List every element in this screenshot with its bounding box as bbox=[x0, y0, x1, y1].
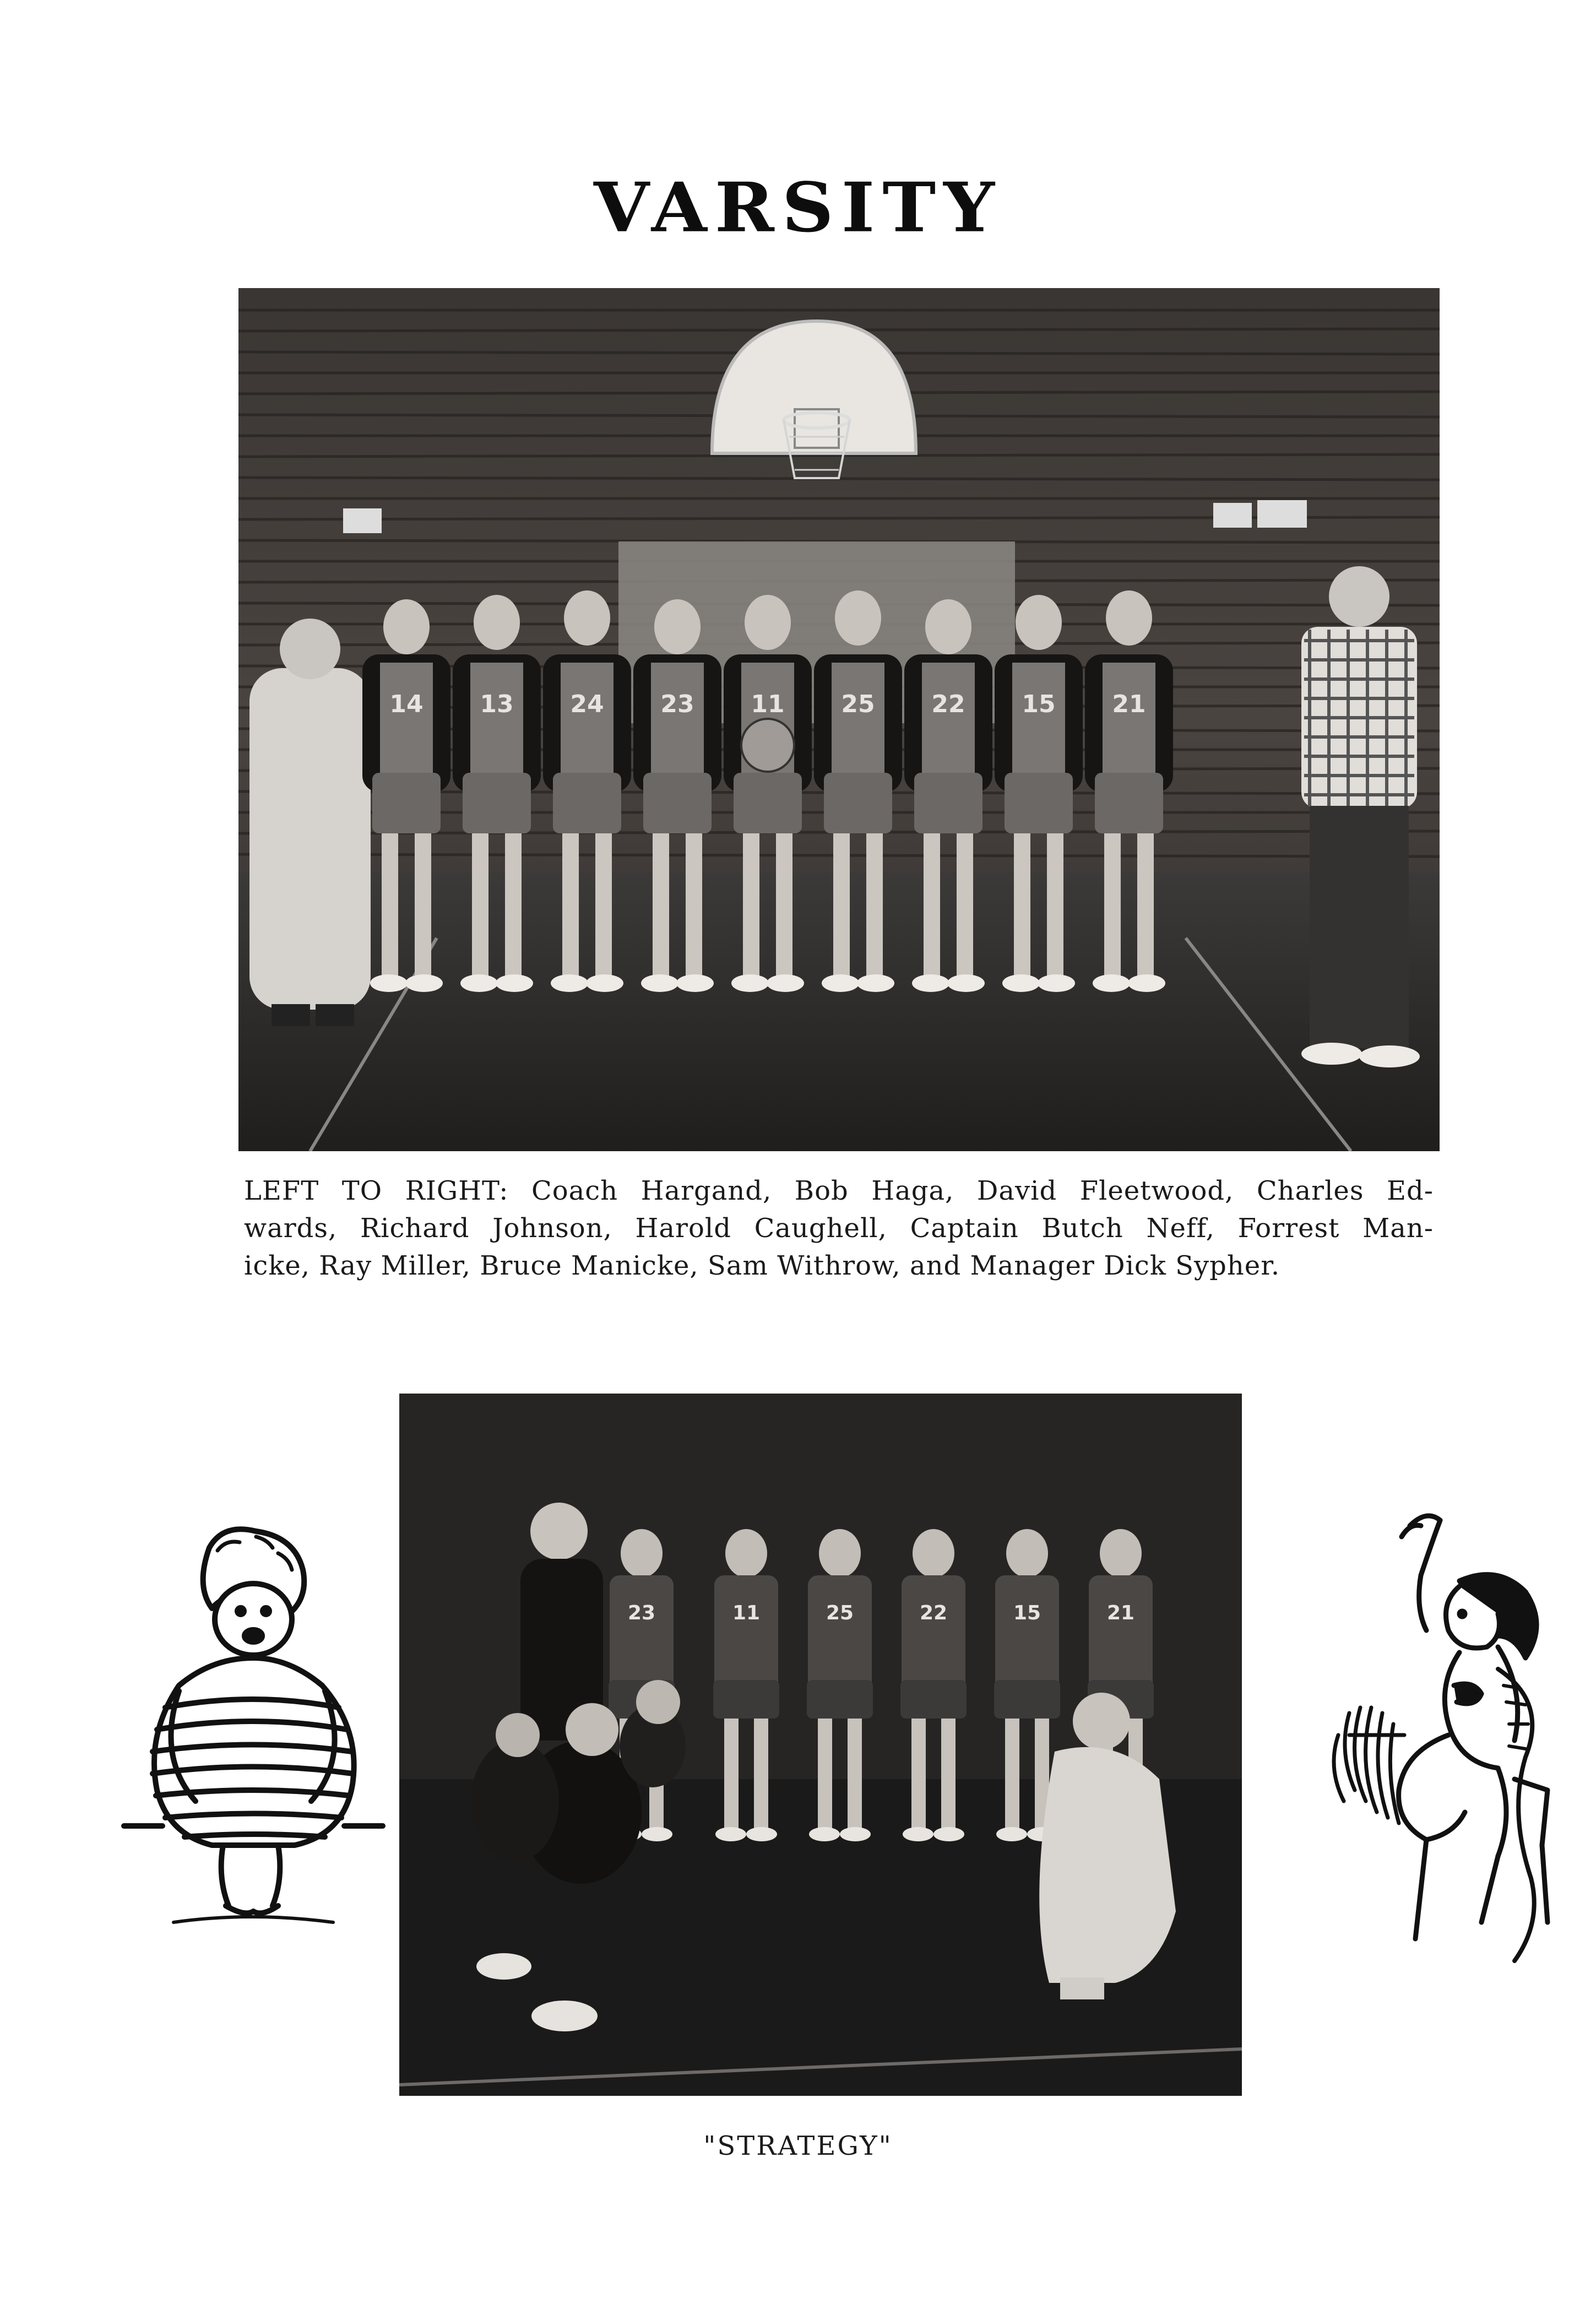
team-caption-line-1: LEFT TO RIGHT: Coach Hargand, Bob Haga, David Fleetwood, Charles Ed- bbox=[244, 1175, 1434, 1206]
svg-text:21: 21 bbox=[1112, 690, 1146, 718]
svg-text:21: 21 bbox=[1106, 1602, 1135, 1624]
svg-text:15: 15 bbox=[1022, 690, 1056, 718]
svg-text:22: 22 bbox=[919, 1602, 948, 1624]
team-caption-line-2: wards, Richard Johnson, Harold Caughell, Captain Butch Neff, Forrest Man- bbox=[244, 1213, 1434, 1244]
coach-figure bbox=[249, 668, 371, 1010]
cartoon-seated-woman bbox=[113, 1526, 388, 1939]
svg-text:11: 11 bbox=[751, 690, 785, 718]
svg-text:15: 15 bbox=[1013, 1602, 1041, 1624]
strategy-photo bbox=[399, 1394, 1242, 2096]
svg-text:25: 25 bbox=[826, 1602, 854, 1624]
page-title: VARSITY bbox=[594, 167, 1002, 248]
svg-text:14: 14 bbox=[389, 690, 424, 718]
team-caption bbox=[244, 1172, 1434, 1284]
svg-text:22: 22 bbox=[931, 690, 965, 718]
svg-text:25: 25 bbox=[841, 690, 875, 718]
team-caption-line-3: icke, Ray Miller, Bruce Manicke, Sam Withrow, and Manager Dick Sypher. bbox=[244, 1250, 1280, 1281]
svg-text:23: 23 bbox=[660, 690, 694, 718]
team-photo bbox=[238, 288, 1440, 1151]
svg-text:11: 11 bbox=[732, 1602, 761, 1624]
svg-text:13: 13 bbox=[480, 690, 514, 718]
svg-text:23: 23 bbox=[627, 1602, 656, 1624]
coach-crouching bbox=[1039, 1747, 1176, 1983]
cartoon-dancing-woman bbox=[1316, 1504, 1570, 1972]
svg-text:24: 24 bbox=[570, 690, 604, 718]
strategy-caption: "STRATEGY" bbox=[703, 2131, 893, 2161]
